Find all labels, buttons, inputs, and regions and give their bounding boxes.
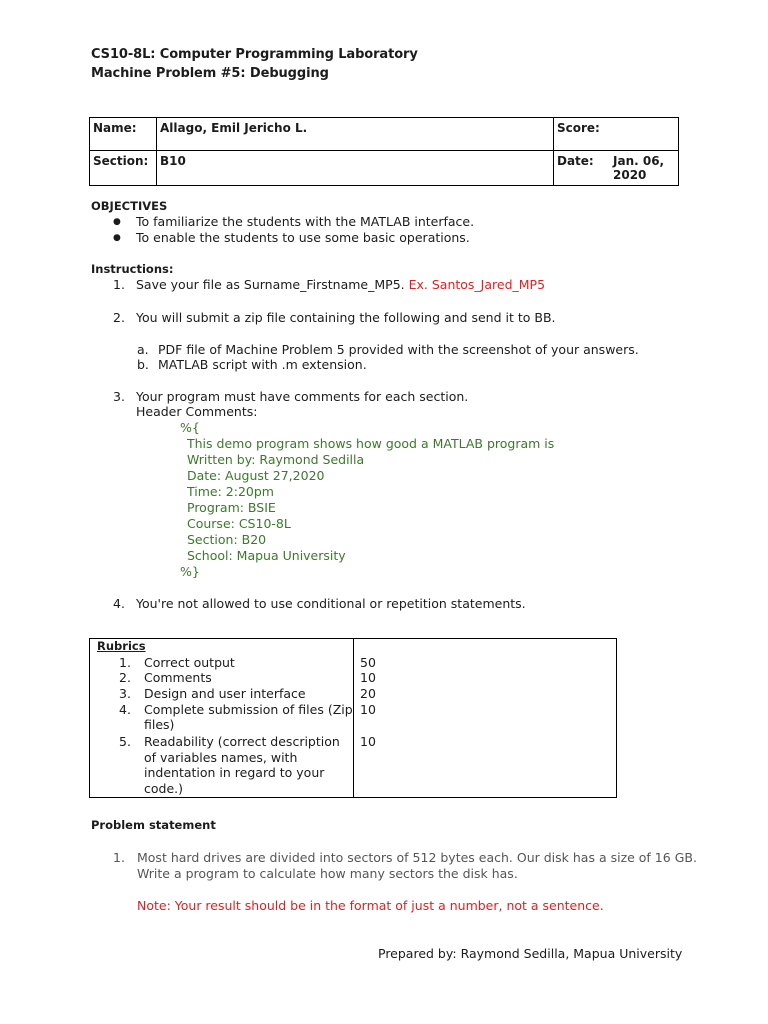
instructions-heading: Instructions:: [91, 262, 174, 276]
date-value: [610, 151, 679, 186]
rubric-label: indentation in regard to your: [144, 765, 325, 780]
instruction-number: 1.: [113, 277, 125, 292]
prepared-by-name: Raymond Sedilla, Mapua University: [460, 946, 683, 961]
problem-line-2: Write a program to calculate how many sectors the disk has.: [137, 866, 518, 881]
rubric-label: Readability (correct description: [144, 734, 340, 749]
sub-item-a: PDF file of Machine Problem 5 provided with the screenshot of your answers.: [158, 342, 639, 357]
course-title: CS10-8L: Computer Programming Laboratory: [91, 47, 418, 62]
rubric-num: 1.: [119, 655, 131, 670]
date-value-line2: 2020: [613, 168, 647, 182]
instruction-text: Save your file as Surname_Firstname_MP5.: [136, 277, 405, 292]
prepared-by-label: Prepared by:: [378, 946, 457, 961]
bullet-icon: ●: [113, 217, 121, 227]
instruction-number: 4.: [113, 596, 125, 611]
rubric-points: 10: [360, 702, 376, 717]
rubric-label: files): [144, 717, 175, 732]
student-info-table: [89, 117, 679, 186]
rubrics-criteria-cell: [90, 639, 354, 798]
problem-statement-heading: Problem statement: [91, 818, 216, 832]
instruction-item-2: You will submit a zip file containing the following and send it to BB.: [136, 310, 556, 325]
instruction-example: Ex. Santos_Jared_MP5: [408, 277, 546, 292]
rubric-points: 10: [360, 734, 376, 749]
comment-close: %}: [180, 564, 200, 579]
sub-item-b: MATLAB script with .m extension.: [158, 357, 367, 372]
instruction-number: 3.: [113, 389, 125, 404]
instruction-item-3: Your program must have comments for each section.: [136, 389, 469, 404]
rubric-num: 3.: [119, 686, 131, 701]
name-label: Name:: [90, 118, 157, 151]
comment-line: Written by: Raymond Sedilla: [187, 452, 365, 467]
comment-line: Date: August 27,2020: [187, 468, 325, 483]
rubric-label: Comments: [144, 670, 212, 685]
date-label: Date:: [554, 151, 611, 186]
sub-item-label: a.: [137, 342, 149, 357]
date-value-line1: Jan. 06,: [613, 154, 665, 168]
rubric-points: 10: [360, 670, 376, 685]
instruction-number: 2.: [113, 310, 125, 325]
objective-item: To enable the students to use some basic operations.: [136, 230, 470, 245]
rubric-points: 20: [360, 686, 376, 701]
comment-line: School: Mapua University: [187, 548, 346, 563]
rubric-label: code.): [144, 781, 183, 796]
rubric-points: 50: [360, 655, 376, 670]
score-label: Score:: [554, 118, 679, 151]
comment-line: Course: CS10-8L: [187, 516, 291, 531]
rubric-label: Design and user interface: [144, 686, 306, 701]
problem-line-1: Most hard drives are divided into sectors of 512 bytes each. Our disk has a size of 16 GB.: [137, 850, 697, 865]
bullet-icon: ●: [113, 233, 121, 243]
comment-line: Time: 2:20pm: [187, 484, 274, 499]
comment-line: Program: BSIE: [187, 500, 276, 515]
problem-number: 1.: [113, 850, 125, 865]
sub-item-label: b.: [137, 357, 149, 372]
rubric-num: 5.: [119, 734, 131, 749]
prepared-by: [378, 946, 682, 961]
objectives-heading: OBJECTIVES: [91, 199, 168, 213]
rubrics-heading: Rubrics: [97, 639, 146, 653]
comment-line: Section: B20: [187, 532, 267, 547]
header-comments-label: Header Comments:: [136, 404, 258, 419]
comment-open: %{: [180, 420, 200, 435]
instruction-item-1: [136, 277, 545, 292]
name-value: Allago, Emil Jericho L.: [157, 118, 554, 151]
problem-note: Note: Your result should be in the format of just a number, not a sentence.: [137, 898, 604, 913]
comment-line: This demo program shows how good a MATLAB program is: [187, 436, 555, 451]
rubric-label: Complete submission of files (Zip: [144, 702, 353, 717]
section-label: Section:: [90, 151, 157, 186]
rubric-num: 2.: [119, 670, 131, 685]
instruction-item-4: You're not allowed to use conditional or repetition statements.: [136, 596, 526, 611]
objective-item: To familiarize the students with the MATLAB interface.: [136, 214, 475, 229]
rubrics-points-cell: [354, 639, 617, 798]
rubric-label: Correct output: [144, 655, 235, 670]
rubric-num: 4.: [119, 702, 131, 717]
section-value: B10: [157, 151, 554, 186]
rubrics-table: [89, 638, 617, 798]
rubric-label: of variables names, with: [144, 750, 298, 765]
problem-title: Machine Problem #5: Debugging: [91, 66, 329, 81]
